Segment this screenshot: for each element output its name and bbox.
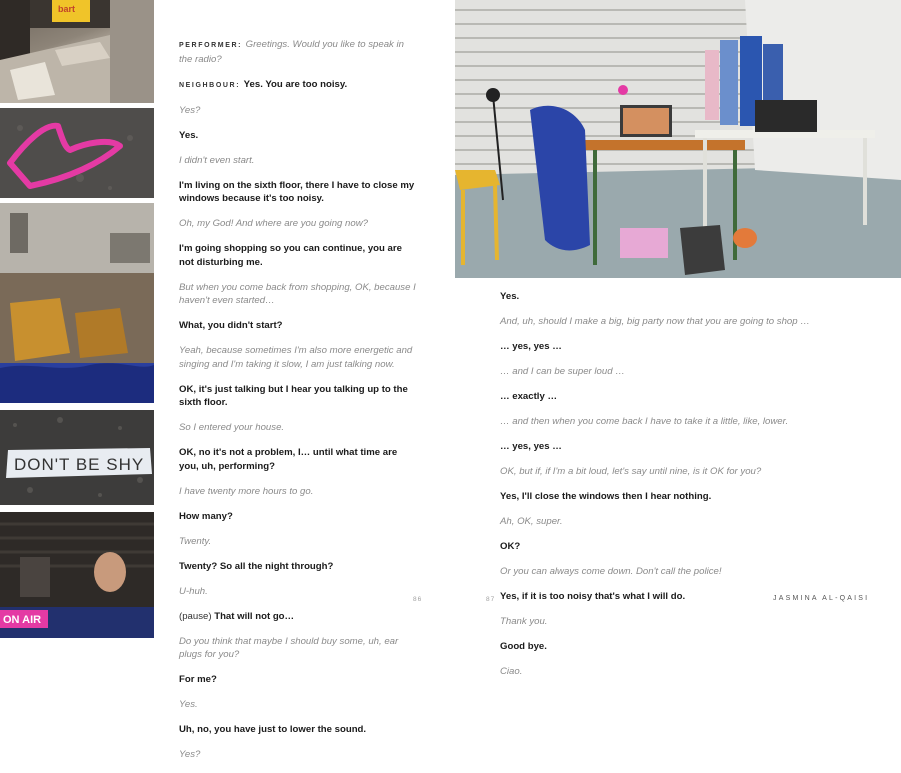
line-text: Greetings. Would you like to speak in the radio? xyxy=(179,39,404,65)
performer-line xyxy=(500,365,820,379)
neighbour-line xyxy=(179,129,419,143)
line-text: Yes. xyxy=(500,291,520,302)
line-text: And, uh, should I make a big, big party now that you are going to shop … xyxy=(500,316,810,327)
speaker-label: PERFORMER xyxy=(179,42,239,49)
page-number-left: 86 xyxy=(413,596,423,603)
page-number-right: 87 xyxy=(486,596,496,603)
line-text: I didn't even start. xyxy=(179,154,255,166)
neighbour-line xyxy=(179,560,419,574)
line-text: … yes, yes … xyxy=(500,441,562,452)
speaker-label: NEIGHBOUR xyxy=(179,81,237,89)
line-text: Do you think that maybe I should buy some, uh, ear plugs for you? xyxy=(179,635,399,660)
line-text: I have twenty more hours to go. xyxy=(179,485,314,497)
line-text: What, you didn't start? xyxy=(179,320,283,331)
performer-line xyxy=(500,565,820,579)
line-text: So I entered your house. xyxy=(179,422,285,433)
line-text: … and I can be super loud … xyxy=(500,366,625,377)
neighbour-line xyxy=(179,673,419,687)
line-text: That will not go… xyxy=(214,610,295,622)
on-air-text: ON AIR xyxy=(3,614,42,626)
line-text: Ciao. xyxy=(500,666,523,677)
performer-line xyxy=(179,698,419,712)
performer-line xyxy=(500,465,820,479)
line-text: I'm living on the sixth floor, there I have to close my windows because it's too noisy. xyxy=(179,179,415,204)
performer-line xyxy=(500,315,820,329)
stage-note: (pause) xyxy=(179,610,212,622)
neighbour-line xyxy=(500,640,820,654)
line-text: Oh, my God! And where are you going now? xyxy=(179,218,368,229)
line-text: Yes. You are too noisy. xyxy=(243,78,348,90)
line-text: OK, no it's not a problem, I… until what time are you, uh, performing? xyxy=(179,447,398,472)
performer-line xyxy=(179,635,419,662)
performer-line xyxy=(500,515,820,529)
photo-radio-studio xyxy=(455,0,901,278)
line-text: Twenty. xyxy=(179,535,212,547)
neighbour-line xyxy=(179,179,419,206)
performer-line xyxy=(179,154,419,168)
performer-line xyxy=(179,217,419,231)
neighbour-line xyxy=(179,383,419,410)
photo-shop-window xyxy=(0,0,154,103)
performer-line xyxy=(179,585,419,599)
line-text: Uh, no, you have just to lower the sound. xyxy=(179,724,367,735)
line-text: For me? xyxy=(179,674,217,685)
sticker-text: DON'T BE SHY xyxy=(14,455,145,474)
performer-line xyxy=(500,615,820,629)
performer-line xyxy=(500,415,820,429)
line-text: Thank you. xyxy=(500,616,548,627)
line-text: But when you come back from shopping, OK, because I haven't even started… xyxy=(179,281,416,306)
line-text: I'm going shopping so you can continue, you are not disturbing me. xyxy=(179,243,402,268)
performer-line xyxy=(179,748,419,762)
line-text: … and then when you come back I have to take it a little, like, lower. xyxy=(500,416,789,427)
author-name: JASMINA AL-QAISI xyxy=(773,595,870,602)
line-text: Yes? xyxy=(179,104,201,116)
neighbour-line xyxy=(179,510,419,524)
line-text: Yes. xyxy=(179,699,198,710)
line-text: Ah, OK, super. xyxy=(500,516,563,527)
line-text: OK, but if, if I'm a bit loud, let's say until nine, is it OK for you? xyxy=(500,466,762,477)
neighbour-line xyxy=(500,390,820,404)
performer-line xyxy=(179,535,419,549)
performer-line xyxy=(500,665,820,679)
line-text: Good bye. xyxy=(500,641,547,652)
neighbour-line xyxy=(500,540,820,554)
line-text: U-huh. xyxy=(179,585,208,597)
neighbour-line xyxy=(500,490,820,504)
photo-on-air-performer xyxy=(0,512,154,638)
right-page-dialogue xyxy=(500,290,820,690)
left-page-dialogue xyxy=(179,38,419,773)
performer-line xyxy=(179,281,419,308)
line-text: Yes, if it is too noisy that's what I will do. xyxy=(500,591,686,602)
line-text: Yeah, because sometimes I'm also more energetic and singing and I'm taking it slow, I am just talking now. xyxy=(179,345,413,370)
neighbour-line xyxy=(500,440,820,454)
neighbour-line xyxy=(179,610,419,624)
neighbour-line xyxy=(500,340,820,354)
photo-pink-heart xyxy=(0,108,154,198)
neighbour-line xyxy=(179,723,419,737)
neighbour-line: NEIGHBOUR: Yes. You are too noisy. xyxy=(179,78,348,90)
neighbour-line xyxy=(179,242,419,269)
performer-line xyxy=(179,421,419,435)
neighbour-line xyxy=(179,319,419,333)
neighbour-line xyxy=(500,290,820,304)
performer-line xyxy=(179,344,419,371)
line-text: Yes, I'll close the windows then I hear nothing. xyxy=(500,491,712,502)
shop-sign-text: bart xyxy=(58,4,76,14)
line-text: OK, it's just talking but I hear you talking up to the sixth floor. xyxy=(179,383,408,408)
performer-line xyxy=(179,485,419,499)
neighbour-line xyxy=(179,446,419,473)
line-text: How many? xyxy=(179,510,233,522)
line-text: Or you can always come down. Don't call the police! xyxy=(500,566,722,577)
line-text: … yes, yes … xyxy=(500,341,562,352)
line-text: Yes? xyxy=(179,749,201,760)
photo-window-reflection xyxy=(0,203,154,403)
line-text: OK? xyxy=(500,541,521,552)
photo-dont-be-shy-sticker xyxy=(0,410,154,505)
line-text: … exactly … xyxy=(500,391,558,402)
neighbour-line xyxy=(500,590,820,604)
line-text: Twenty? So all the night through? xyxy=(179,560,334,572)
performer-line: PERFORMER: Greetings. Would you like to speak in the radio? xyxy=(179,39,404,65)
performer-line xyxy=(179,104,419,118)
line-text: Yes. xyxy=(179,129,199,141)
